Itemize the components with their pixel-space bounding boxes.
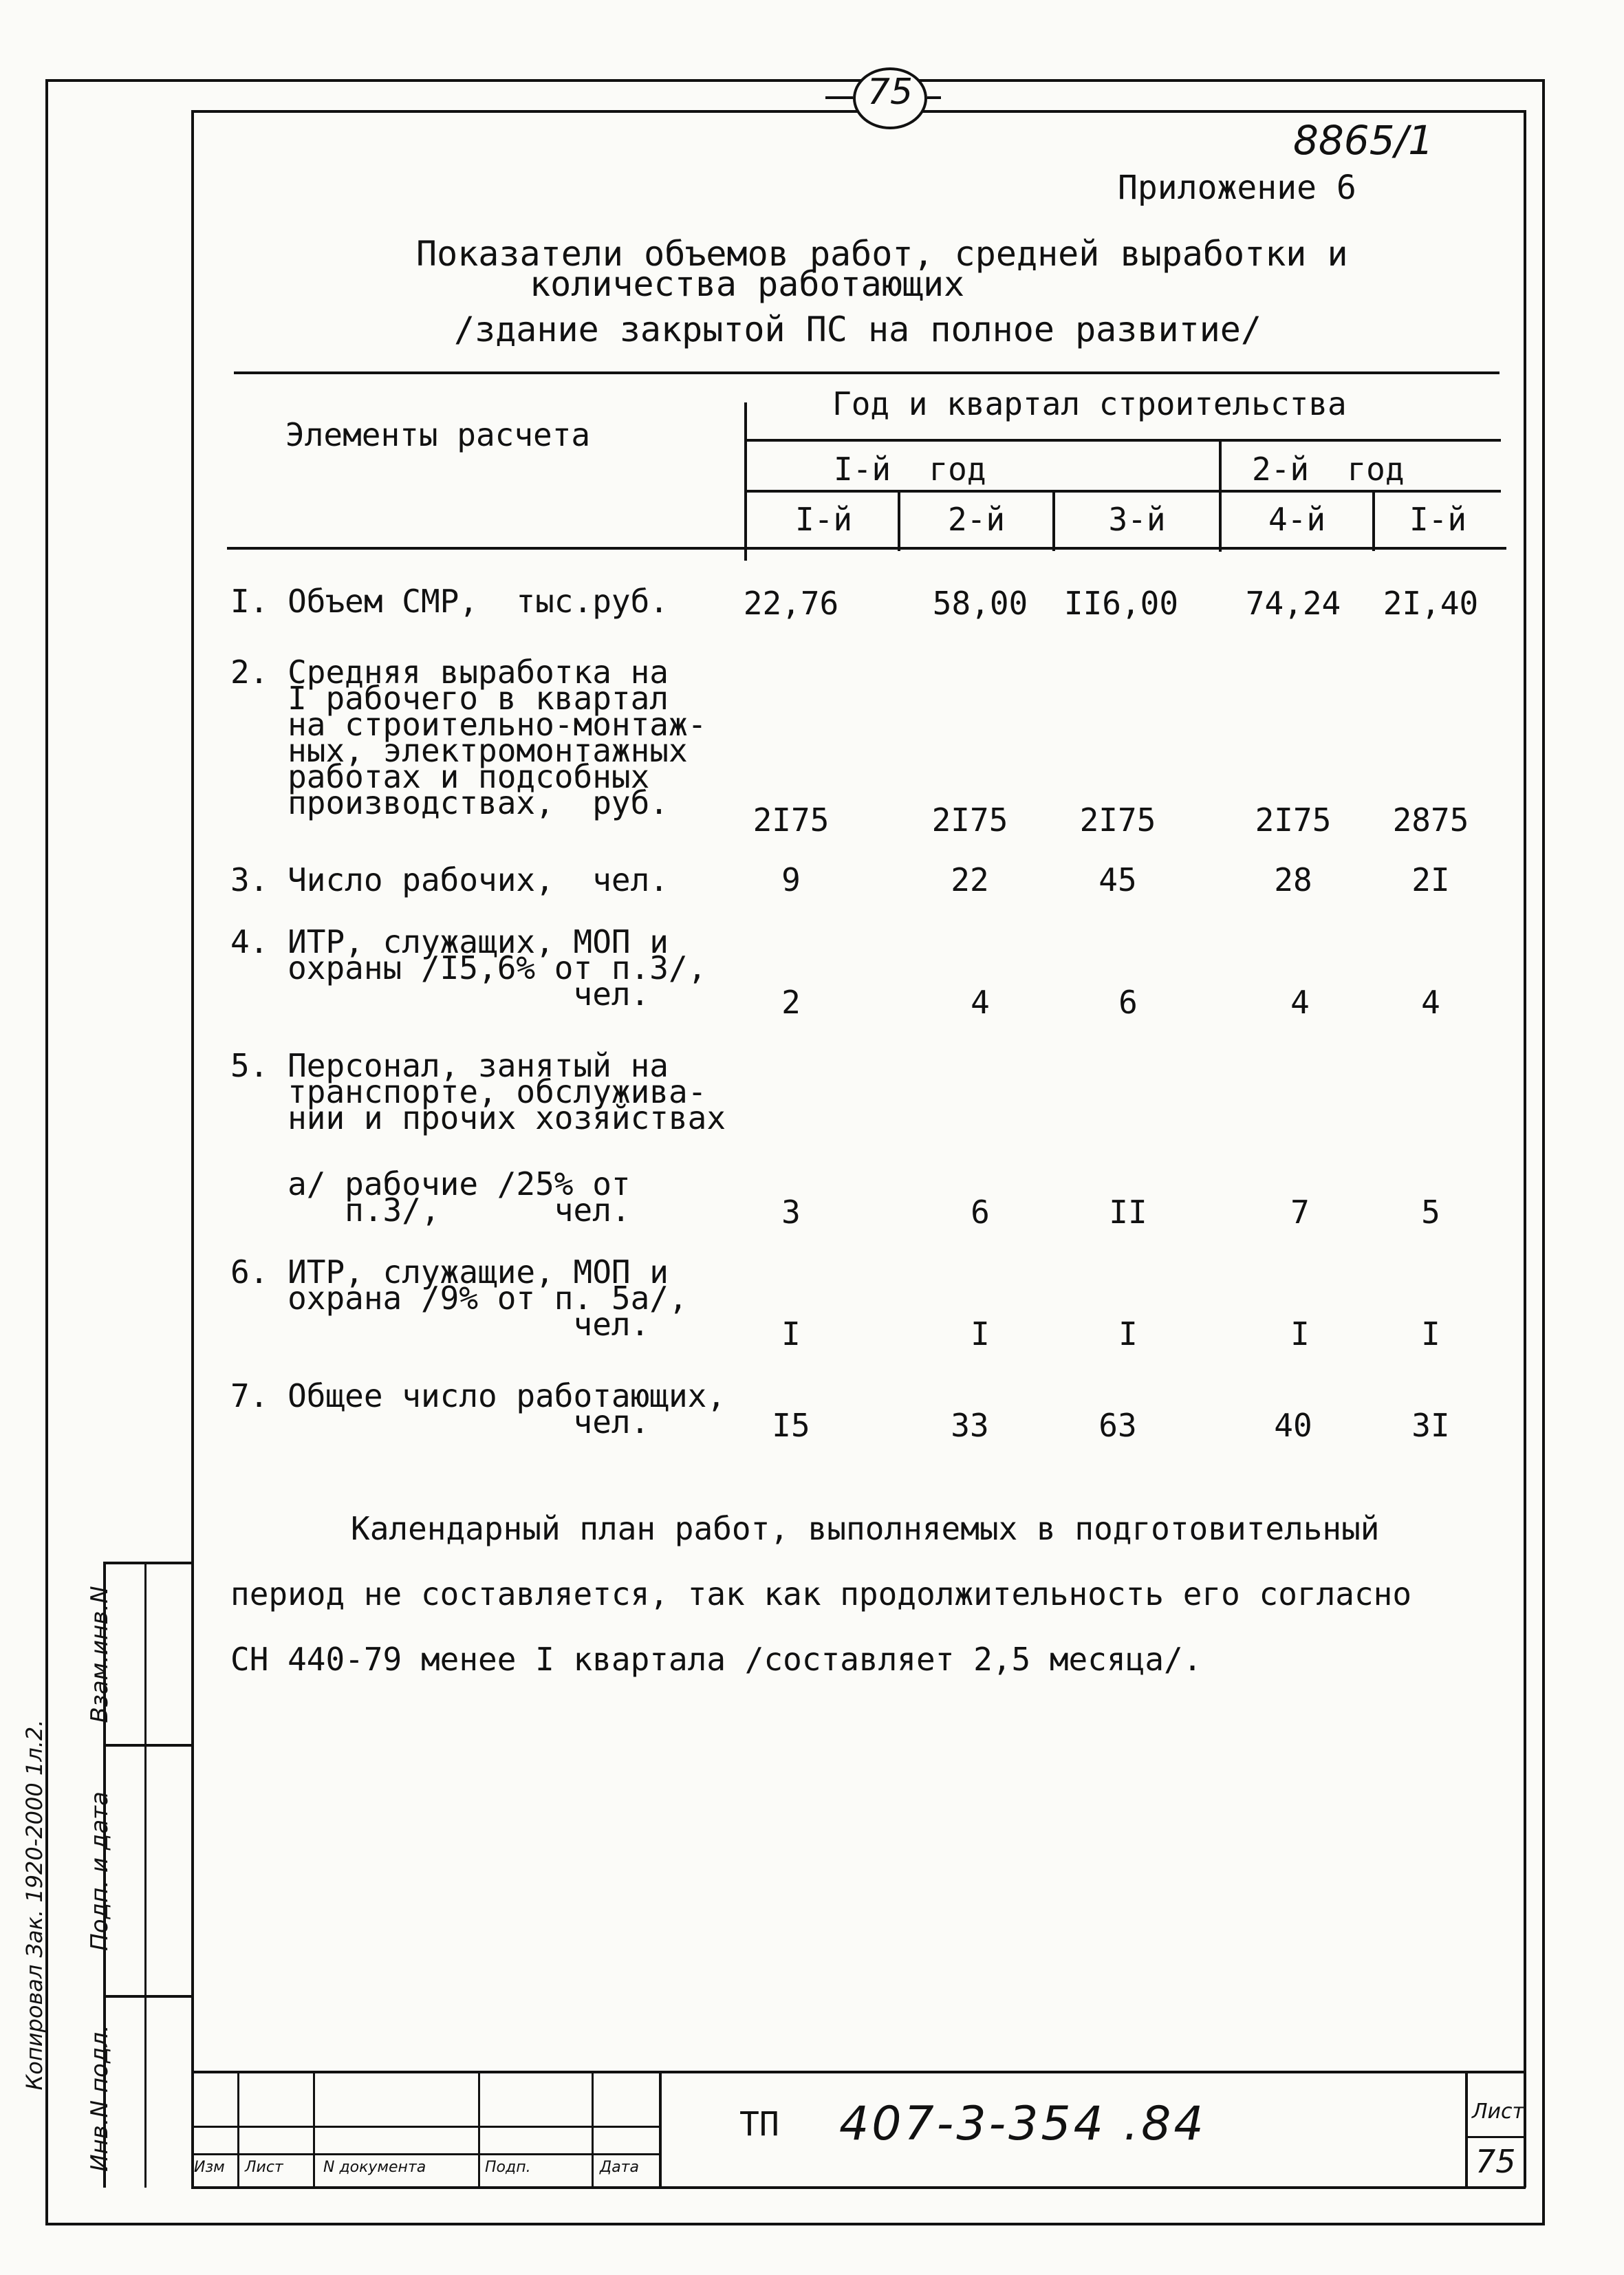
row5a-val-1: 3 [781,1194,801,1231]
row-label-3: 3. Число рабочих, чел. [230,861,669,898]
row-label-1: I. Объем СМР, тыс.руб. [230,583,669,620]
table-header-bottom-rule [227,547,1506,550]
titleblock-row-1 [191,2126,659,2128]
tb-col-ndoc: N документа [323,2159,426,2176]
row-label-5a: а/ рабочие /25% от п.3/, чел. [288,1165,631,1229]
paragraph-line-2: период не составляется, так как продолжительность его согласно [230,1575,1412,1613]
row7-val-2: 33 [951,1407,989,1444]
doc-code: 407-3-354 .84 [839,2097,1206,2151]
tb-sheet-row [1465,2136,1526,2138]
tb-col-3 [478,2071,480,2188]
titleblock-top [191,2071,1526,2073]
year-header-rule [744,490,1501,493]
col-header-year2: 2-й год [1252,451,1405,488]
tb-col-podp: Подп. [485,2159,531,2176]
side-stamp-div-2 [103,1995,193,1998]
col-header-elements: Элементы расчета [285,416,591,453]
page-number: 75 [867,72,913,113]
paragraph-line-3: СН 440-79 менее I квартала /составляет 2,5 месяца/. [230,1641,1202,1678]
col-header-group: Год и квартал строительства [832,385,1347,422]
row7-val-3: 63 [1098,1407,1137,1444]
paragraph-line-1: Календарный план работ, выполняемых в подготовительный [351,1510,1380,1547]
titleblock-row-2 [191,2153,659,2155]
appendix-label: Приложение 6 [1118,169,1356,207]
table-col-divider [744,402,747,561]
quarter-2: 2-й [947,501,1006,538]
row1-val-4: 74,24 [1245,585,1341,622]
row1-val-2: 58,00 [932,585,1028,622]
row4-val-1: 2 [781,984,801,1021]
row2-val-4: 2I75 [1255,801,1332,839]
side-label-inv: Инв.N подл. [86,2025,113,2172]
row5a-val-4: 7 [1290,1194,1310,1231]
row3-val-5: 2I [1411,861,1450,898]
outer-frame-bottom [45,2223,1545,2225]
tb-sheet-col [1465,2071,1468,2188]
row2-val-3: 2I75 [1079,801,1156,839]
row3-val-4: 28 [1274,861,1312,898]
tb-col-list: Лист [245,2159,283,2176]
col-header-year1: I-й год [834,451,986,488]
row5a-val-5: 5 [1421,1194,1440,1231]
row-label-6: 6. ИТР, служащие, МОП и охрана /9% от п. 5а/, чел. [230,1253,688,1343]
tb-col-5 [659,2071,662,2188]
sheet-number: 75 [1475,2143,1516,2180]
row-label-4: 4. ИТР, служащих, МОП и охраны /I5,6% от п.3/, чел. [230,923,707,1013]
row1-val-5: 2I,40 [1383,585,1479,622]
title-line-2: количества работающих [530,264,965,304]
group-header-rule [744,439,1501,442]
tb-col-2 [313,2071,315,2188]
title-line-1: Показатели объемов работ, средней выработки и [416,234,1348,274]
quarter-3: 3-й [1108,501,1166,538]
outer-frame-top [45,79,1545,82]
outer-frame-right [1542,79,1545,2225]
row7-val-4: 40 [1274,1407,1312,1444]
row-label-5: 5. Персонал, занятый на транспорте, обслужива- нии и прочих хозяйствах [230,1047,726,1136]
tb-col-1 [237,2071,239,2188]
row3-val-2: 22 [951,861,989,898]
row6-val-4: I [1290,1315,1310,1352]
side-label-vzam: Взам.инв.N [86,1586,113,1723]
inner-frame-right [1524,110,1526,2188]
row6-val-2: I [971,1315,990,1352]
side-stamp-div-1 [103,1744,193,1747]
page-dash-right [927,96,941,99]
row3-val-1: 9 [781,861,801,898]
row7-val-5: 3I [1411,1407,1450,1444]
quarter-1: I-й [794,501,853,538]
titleblock-bottom [191,2186,1526,2189]
page-dash-left [825,96,853,99]
quarter-5: I-й [1409,501,1467,538]
row1-val-1: 22,76 [743,585,839,622]
row6-val-3: I [1118,1315,1138,1352]
side-label-order: Копировал Зак. 1920-2000 1л.2. [21,1719,47,2091]
tb-col-izm: Изм [194,2159,225,2176]
tb-col-4 [592,2071,594,2188]
row7-val-1: I5 [772,1407,810,1444]
table-top-rule [234,371,1500,374]
document-reference: 8865/1 [1293,117,1434,164]
row6-val-1: I [781,1315,801,1352]
row5a-val-2: 6 [971,1194,990,1231]
row2-val-2: 2I75 [931,801,1008,839]
row4-val-3: 6 [1118,984,1138,1021]
title-subtitle: /здание закрытой ПС на полное развитие/ [454,310,1262,349]
row4-val-5: 4 [1421,984,1440,1021]
row2-val-5: 2875 [1392,801,1469,839]
doc-prefix: ТП [739,2105,779,2144]
tb-col-data: Дата [600,2159,639,2176]
sheet-label: Лист [1472,2100,1525,2124]
row5a-val-3: II [1109,1194,1147,1231]
inner-frame-left [191,110,194,2188]
row1-val-3: II6,00 [1063,585,1179,622]
row-label-2: 2. Средняя выработка на I рабочего в квартал на строительно-монтаж- ных, электромонтажных работах и подсобных производствах, руб. [230,654,707,821]
row4-val-2: 4 [971,984,990,1021]
row2-val-1: 2I75 [753,801,830,839]
side-label-podp: Подп. и дата [86,1791,113,1951]
side-stamp-inner [144,1562,147,2188]
side-stamp-top [103,1562,193,1564]
row6-val-5: I [1421,1315,1440,1352]
quarter-4: 4-й [1268,501,1326,538]
row-label-7: 7. Общее число работающих, чел. [230,1377,726,1441]
row4-val-4: 4 [1290,984,1310,1021]
row3-val-3: 45 [1098,861,1137,898]
